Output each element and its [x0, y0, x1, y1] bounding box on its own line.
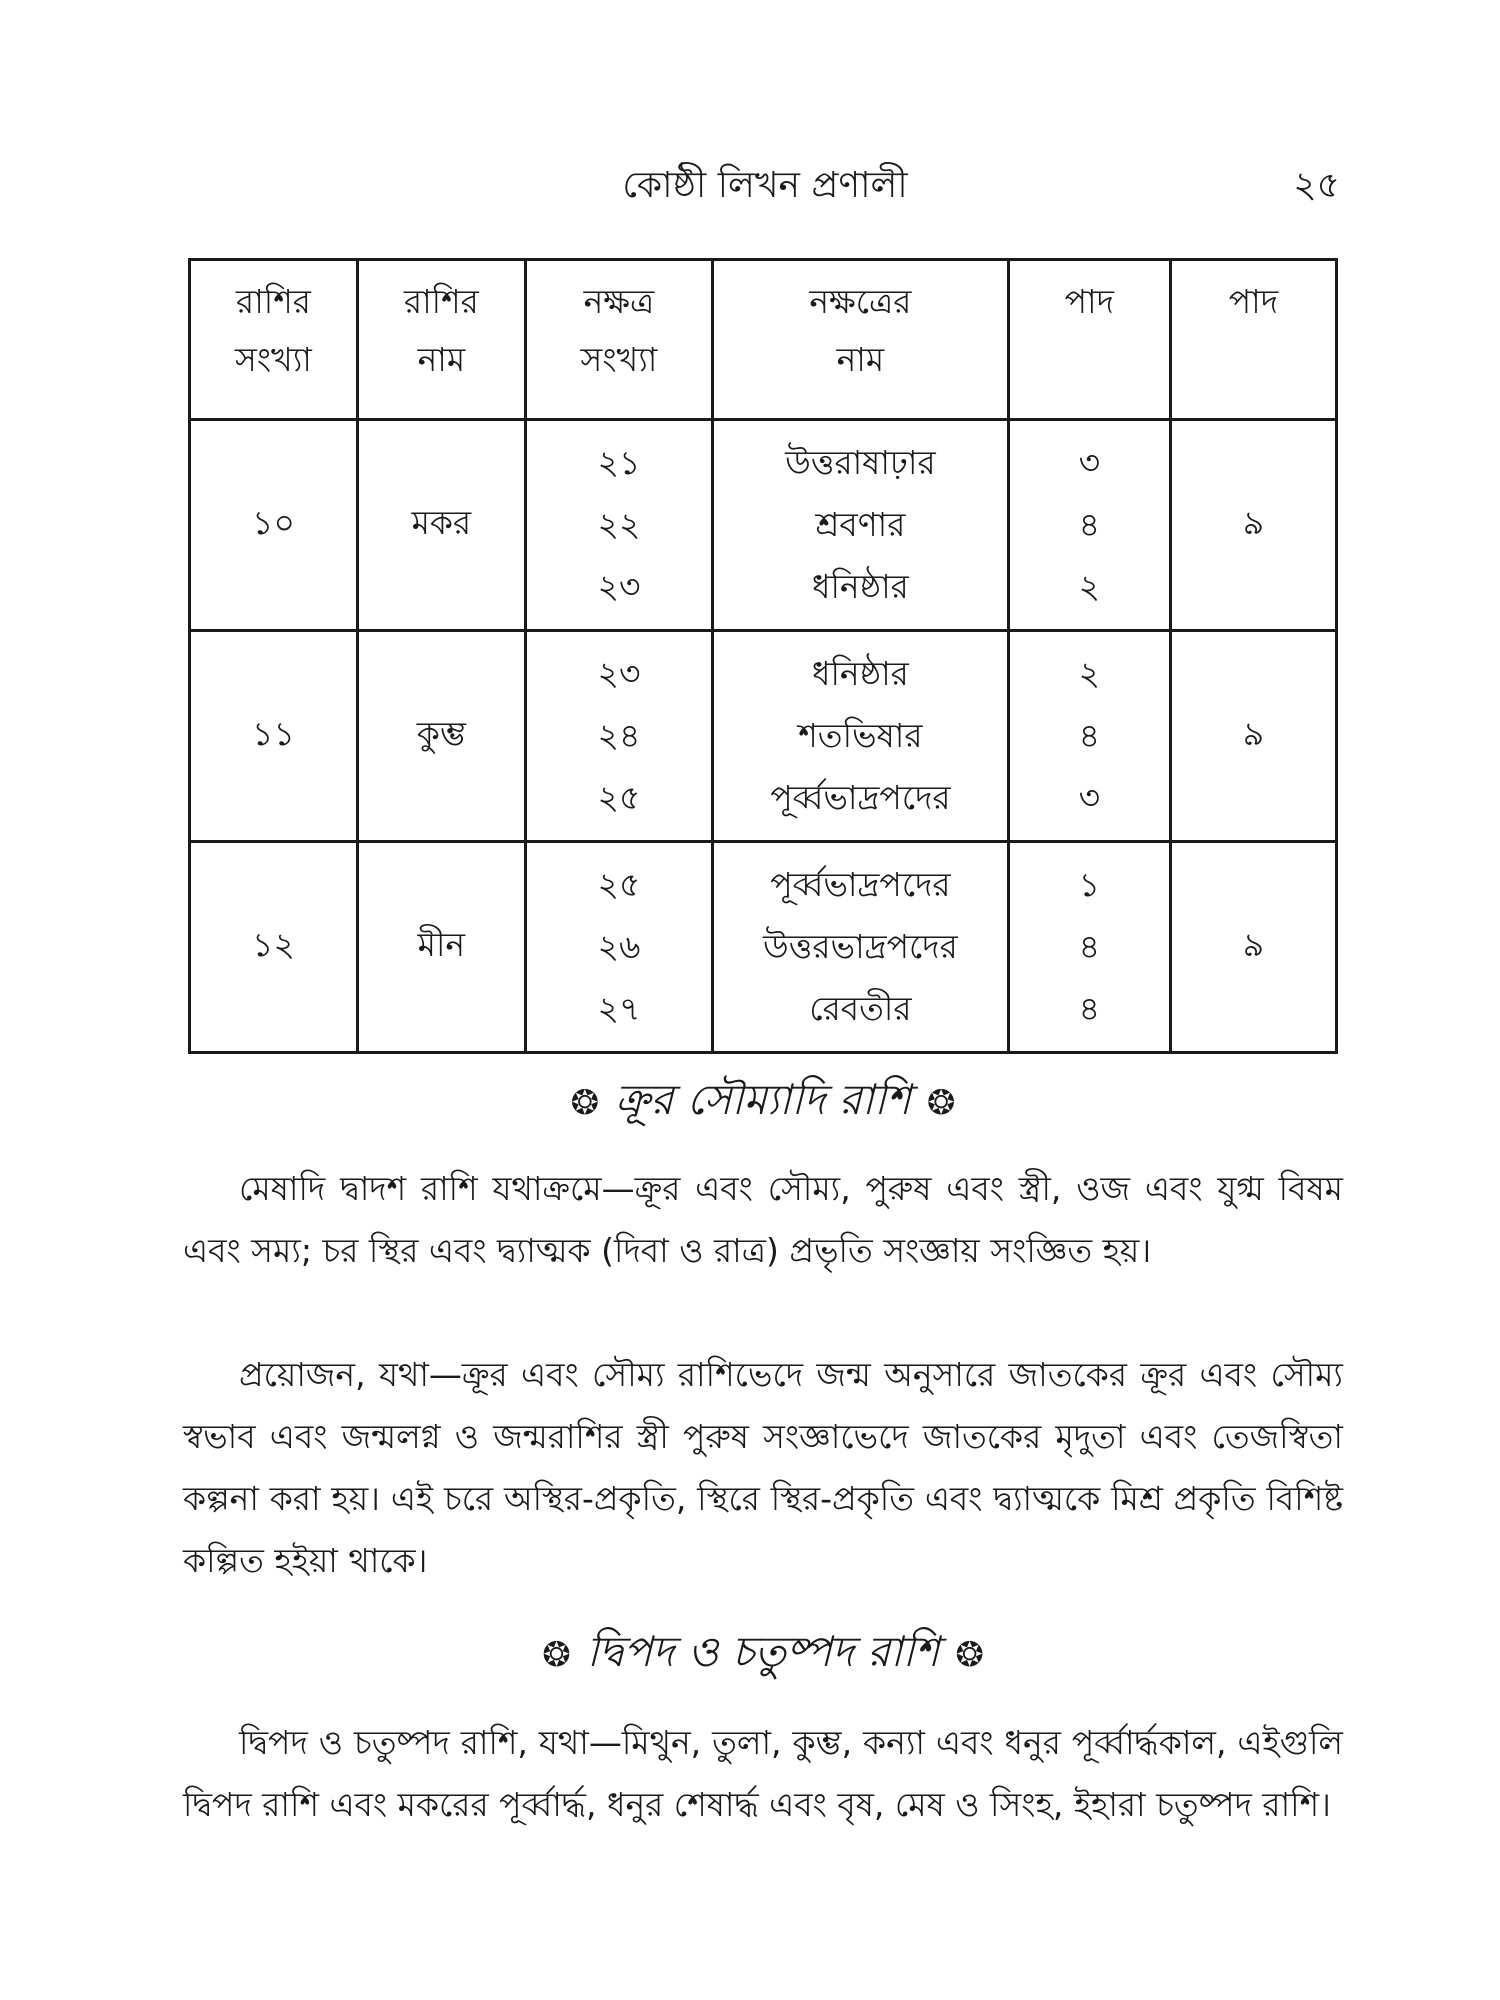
rashi-nakshatra-table: [188, 258, 1338, 1054]
header-rashi-number: রাশির সংখ্যা: [190, 260, 358, 420]
header-nakshatra-number: নক্ষত্র সংখ্যা: [525, 260, 712, 420]
header-rashi-name: রাশির নাম: [357, 260, 525, 420]
table-row: [190, 420, 1337, 631]
flower-ornament-icon: ❂: [955, 1635, 984, 1675]
section-heading-text: দ্বিপদ ও চতুষ্পদ রাশি: [586, 1627, 940, 1676]
nakshatra-number-cell: ২৩ ২৪ ২৫: [525, 631, 712, 842]
header-nakshatra-name: নক্ষত্রের নাম: [713, 260, 1009, 420]
nakshatra-name-cell: পূর্ব্বভাদ্রপদের উত্তরভাদ্রপদের রেবতীর: [713, 842, 1009, 1053]
rashi-number-cell: ১২: [190, 842, 358, 1053]
flower-ornament-icon: ❂: [570, 1083, 600, 1123]
section-heading-krur-saumya: [188, 1068, 1338, 1135]
paragraph: মেষাদি দ্বাদশ রাশি যথাক্রমে—ক্রূর এবং সৌম্য, পুরুষ এবং স্ত্রী, ওজ এবং যুগ্ম বিষম এবং সম্য; চর স্থির এবং দ্ব্যাত্মক (দিবা ও রাত্র) প্রভৃতি সংজ্ঞায় সংজ্ঞিত হয়।: [183, 1169, 1343, 1270]
table-row: [190, 631, 1337, 842]
page-header: [190, 158, 1340, 218]
page-number: ২৫: [1293, 165, 1340, 206]
rashi-name-cell: কুম্ভ: [357, 631, 525, 842]
flower-ornament-icon: ❂: [926, 1083, 956, 1123]
table-header-row: [190, 260, 1337, 420]
nakshatra-name-cell: ধনিষ্ঠার শতভিষার পূর্ব্বভাদ্রপদের: [713, 631, 1009, 842]
flower-ornament-icon: ❂: [542, 1635, 571, 1675]
rashi-number-cell: ১০: [190, 420, 358, 631]
pada-cell: ২ ৪ ৩: [1008, 631, 1170, 842]
header-total-pada: পাদ: [1170, 260, 1336, 420]
header-pada: পাদ: [1008, 260, 1170, 420]
section-heading-dwipad-chatushpad: [188, 1620, 1338, 1687]
paragraph: প্রয়োজন, যথা—ক্রূর এবং সৌম্য রাশিভেদে জন্ম অনুসারে জাতকের ক্রূর এবং সৌম্য স্বভাব এবং জন্মলগ্ন ও জন্মরাশির স্ত্রী পুরুষ সংজ্ঞাভেদে জাতকের মৃদুতা এবং তেজস্বিতা কল্পনা করা হয়। এই চরে অস্থির-প্রকৃতি, স্থিরে স্থির-প্রকৃতি এবং দ্ব্যাত্মকে মিশ্র প্রকৃতি বিশিষ্ট কল্পিত হইয়া থাকে।: [183, 1355, 1343, 1580]
paragraph: দ্বিপদ ও চতুষ্পদ রাশি, যথা—মিথুন, তুলা, কুম্ভ, কন্যা এবং ধনুর পূর্ব্বার্দ্ধকাল, এইগুলি দ্বিপদ রাশি এবং মকরের পূর্ব্বার্দ্ধ, ধনুর শেষার্দ্ধ এবং বৃষ, মেষ ও সিংহ, ইহারা চতুষ্পদ রাশি।: [183, 1723, 1343, 1824]
rashi-name-cell: মকর: [357, 420, 525, 631]
running-title: কোষ্ঠী লিখন প্রণালী: [622, 165, 908, 206]
total-pada-cell: ৯: [1170, 842, 1336, 1053]
total-pada-cell: ৯: [1170, 631, 1336, 842]
pada-cell: ৩ ৪ ২: [1008, 420, 1170, 631]
rashi-name-cell: মীন: [357, 842, 525, 1053]
table-row: [190, 842, 1337, 1053]
nakshatra-number-cell: ২৫ ২৬ ২৭: [525, 842, 712, 1053]
total-pada-cell: ৯: [1170, 420, 1336, 631]
nakshatra-name-cell: উত্তরাষাঢ়ার শ্রবণার ধনিষ্ঠার: [713, 420, 1009, 631]
nakshatra-number-cell: ২১ ২২ ২৩: [525, 420, 712, 631]
rashi-number-cell: ১১: [190, 631, 358, 842]
pada-cell: ১ ৪ ৪: [1008, 842, 1170, 1053]
section-heading-text: ক্রূর সৌম্যাদি রাশি: [615, 1075, 911, 1124]
